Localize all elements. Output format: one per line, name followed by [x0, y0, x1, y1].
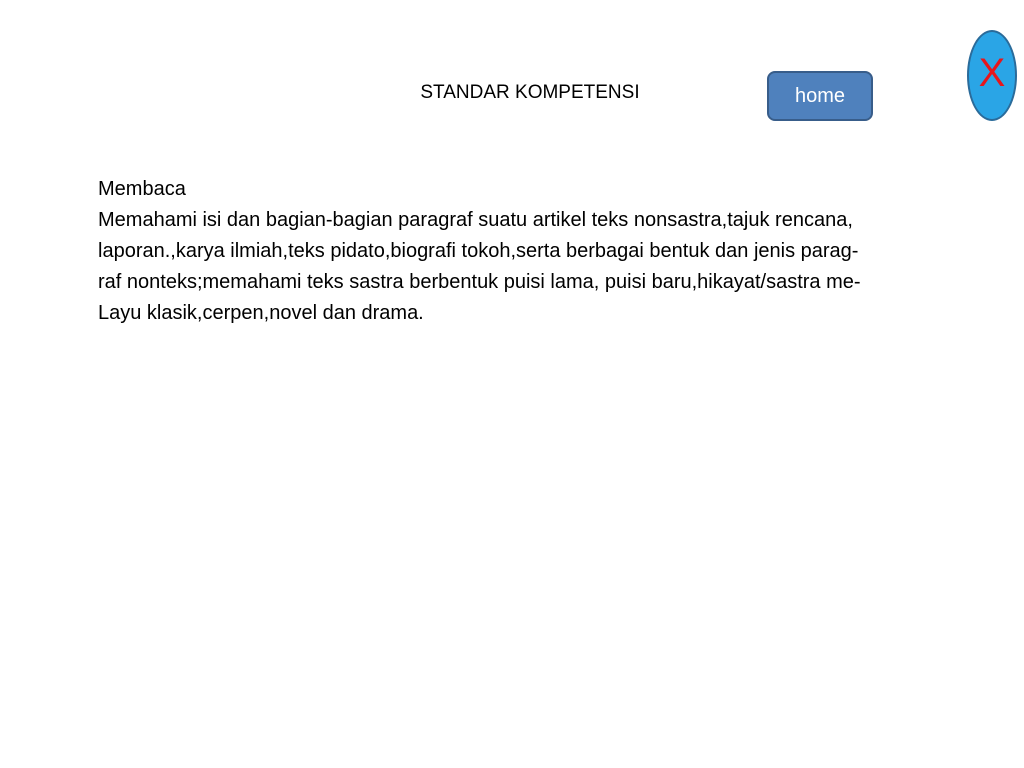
content-line: Memahami isi dan bagian-bagian paragraf suatu artikel teks nonsastra,tajuk rencana,	[98, 209, 853, 231]
page-title: STANDAR KOMPETENSI	[420, 82, 640, 103]
content-text-block	[98, 174, 1003, 329]
content-line: raf nonteks;memahami teks sastra berbentuk puisi lama, puisi baru,hikayat/sastra me-	[98, 271, 861, 293]
content-line: Layu klasik,cerpen,novel dan drama.	[98, 302, 424, 324]
content-line: laporan.,karya ilmiah,teks pidato,biografi tokoh,serta berbagai bentuk dan jenis parag-	[98, 240, 859, 262]
content-heading: Membaca	[98, 178, 186, 200]
home-button[interactable]	[767, 71, 873, 121]
home-button-label: home	[794, 84, 846, 107]
close-icon: X	[978, 50, 1006, 95]
close-button[interactable]	[967, 30, 1017, 121]
